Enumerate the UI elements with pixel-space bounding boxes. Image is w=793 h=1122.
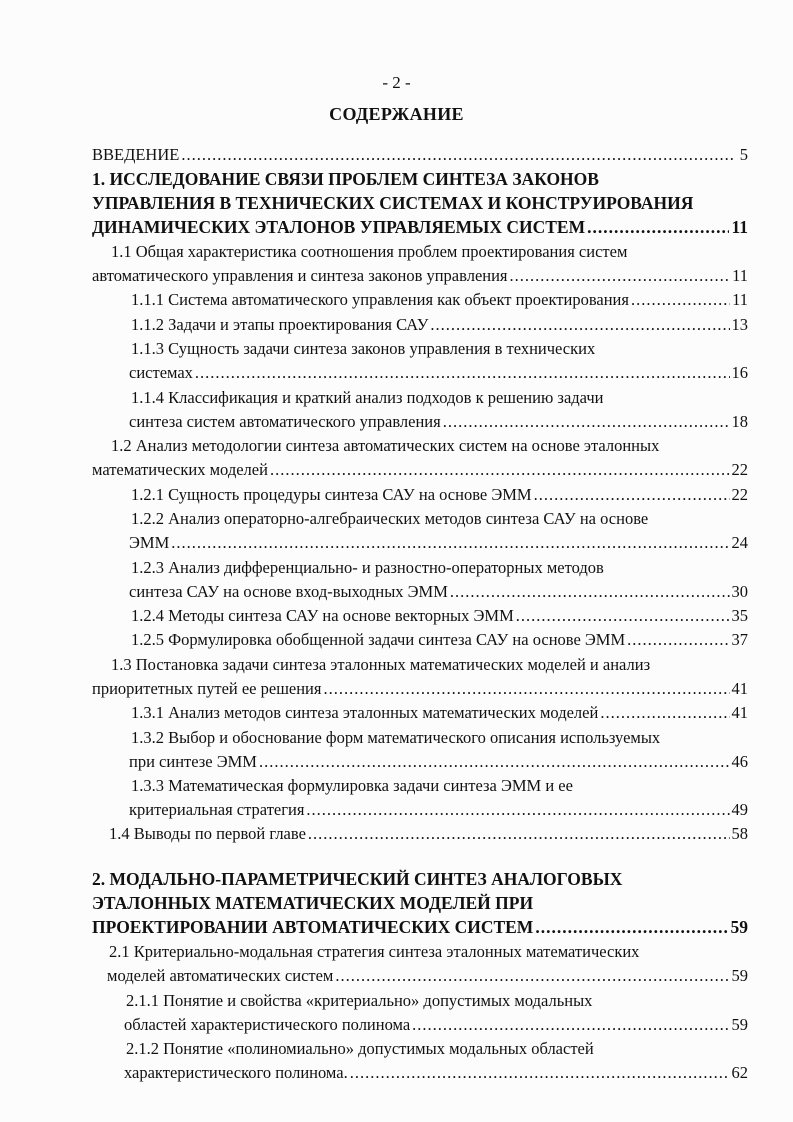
toc-entry-1-3-1[interactable]: 1.3.1 Анализ методов синтеза эталонных математических моделей ..... 41: [131, 701, 748, 725]
toc-entry-1-1-4-line2[interactable]: синтеза систем автоматического управления ..... 18: [129, 410, 748, 434]
toc-entry-1-2-2-line2[interactable]: ЭММ ..... 24: [129, 531, 748, 555]
toc-entry-introduction[interactable]: ВВЕДЕНИЕ ..... 5: [92, 143, 748, 167]
toc-chapter2-line2[interactable]: ЭТАЛОННЫХ МАТЕМАТИЧЕСКИХ МОДЕЛЕЙ ПРИ: [92, 893, 534, 913]
toc-entry-1-1-4-line1[interactable]: 1.1.4 Классификация и краткий анализ подходов к решению задачи: [131, 388, 604, 407]
toc-entry-1-1-1[interactable]: 1.1.1 Система автоматического управления как объект проектирования ..... 11: [131, 288, 748, 312]
toc-entry-2-1-line2[interactable]: моделей автоматических систем ..... 59: [107, 964, 748, 988]
toc-entry-1-4[interactable]: 1.4 Выводы по первой главе ..... 58: [109, 822, 748, 846]
toc-entry-2-1-line1[interactable]: 2.1 Критериально-модальная стратегия синтеза эталонных математических: [109, 942, 640, 961]
toc-entry-2-1-2-line1[interactable]: 2.1.2 Понятие «полиномиально» допустимых модальных областей: [126, 1039, 594, 1058]
toc-chapter2-line3[interactable]: ПРОЕКТИРОВАНИИ АВТОМАТИЧЕСКИХ СИСТЕМ ..... 59: [92, 915, 748, 939]
toc-entry-1-3-2-line2[interactable]: при синтезе ЭММ ..... 46: [129, 750, 748, 774]
toc-entry-1-2-5[interactable]: 1.2.5 Формулировка обобщенной задачи синтеза САУ на основе ЭММ ..... 37: [131, 628, 748, 652]
toc-entry-1-3-line1[interactable]: 1.3 Постановка задачи синтеза эталонных математических моделей и анализ: [111, 655, 651, 674]
toc-entry-1-2-2-line1[interactable]: 1.2.2 Анализ операторно-алгебраических методов синтеза САУ на основе: [131, 509, 649, 528]
toc-chapter2-line1[interactable]: 2. МОДАЛЬНО-ПАРАМЕТРИЧЕСКИЙ СИНТЕЗ АНАЛОГОВЫХ: [92, 869, 623, 889]
toc-entry-1-1-line1[interactable]: 1.1 Общая характеристика соотношения проблем проектирования систем: [111, 242, 628, 261]
toc-entry-1-2-line1[interactable]: 1.2 Анализ методологии синтеза автоматических систем на основе эталонных: [111, 436, 660, 455]
toc-entry-2-1-2-line2[interactable]: характеристического полинома. ..... 62: [124, 1061, 748, 1085]
toc-entry-1-1-3-line2[interactable]: системах ..... 16: [129, 361, 748, 385]
toc-entry-1-2-1[interactable]: 1.2.1 Сущность процедуры синтеза САУ на основе ЭММ ..... 22: [131, 483, 748, 507]
toc-entry-1-3-3-line2[interactable]: критериальная стратегия ..... 49: [129, 798, 748, 822]
page-number: - 2 -: [382, 73, 411, 92]
toc-entry-1-1-line2[interactable]: автоматического управления и синтеза законов управления ..... 11: [92, 264, 748, 288]
toc-chapter1-line3[interactable]: ДИНАМИЧЕСКИХ ЭТАЛОНОВ УПРАВЛЯЕМЫХ СИСТЕМ ..... 11: [92, 215, 748, 239]
toc-entry-1-2-3-line2[interactable]: синтеза САУ на основе вход-выходных ЭММ ..... 30: [129, 580, 748, 604]
page-title: СОДЕРЖАНИЕ: [329, 104, 464, 124]
toc-entry-1-2-3-line1[interactable]: 1.2.3 Анализ дифференциально- и разностно-операторных методов: [131, 558, 604, 577]
toc-entry-1-2-line2[interactable]: математических моделей ..... 22: [92, 458, 748, 482]
toc-entry-1-1-3-line1[interactable]: 1.1.3 Сущность задачи синтеза законов управления в технических: [131, 339, 596, 358]
toc-chapter1-line2[interactable]: УПРАВЛЕНИЯ В ТЕХНИЧЕСКИХ СИСТЕМАХ И КОНСТРУИРОВАНИЯ: [92, 193, 694, 213]
toc-entry-2-1-1-line2[interactable]: областей характеристического полинома ..... 59: [124, 1013, 748, 1037]
toc-entry-1-3-2-line1[interactable]: 1.3.2 Выбор и обоснование форм математического описания используемых: [131, 728, 661, 747]
toc-entry-1-3-3-line1[interactable]: 1.3.3 Математическая формулировка задачи синтеза ЭММ и ее: [131, 776, 573, 795]
toc-entry-2-1-1-line1[interactable]: 2.1.1 Понятие и свойства «критериально» допустимых модальных: [126, 991, 593, 1010]
toc-entry-1-1-2[interactable]: 1.1.2 Задачи и этапы проектирования САУ ..... 13: [131, 313, 748, 337]
toc-entry-1-2-4[interactable]: 1.2.4 Методы синтеза САУ на основе векторных ЭММ ..... 35: [131, 604, 748, 628]
toc-entry-1-3-line2[interactable]: приоритетных путей ее решения ..... 41: [92, 677, 748, 701]
toc-chapter1-line1[interactable]: 1. ИССЛЕДОВАНИЕ СВЯЗИ ПРОБЛЕМ СИНТЕЗА ЗАКОНОВ: [92, 169, 599, 189]
